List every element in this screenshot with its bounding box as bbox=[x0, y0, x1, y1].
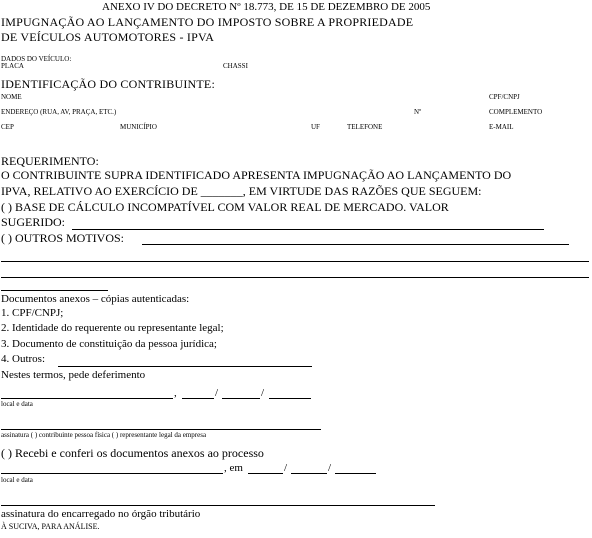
document-item-2: 2. Identidade do requerente ou representante legal; bbox=[1, 322, 224, 334]
receipt-day-line[interactable] bbox=[248, 473, 283, 474]
documents-heading: Documentos anexos – cópias autenticadas: bbox=[1, 293, 190, 305]
date-year-line[interactable] bbox=[269, 398, 311, 399]
placa-label: PLACA bbox=[1, 62, 24, 70]
request-line2: IPVA, RELATIVO AO EXERCÍCIO DE _______, EM VIRTUDE DAS RAZÕES QUE SEGUEM: bbox=[1, 184, 482, 198]
officer-signature-label: assinatura do encarregado no órgão tributário bbox=[1, 508, 201, 520]
document-item-4: 4. Outros: bbox=[1, 353, 45, 365]
cpf-cnpj-label: CPF/CNPJ bbox=[489, 93, 520, 101]
uf-label: UF bbox=[311, 123, 320, 131]
reason-line-3[interactable] bbox=[1, 290, 108, 291]
place-line[interactable] bbox=[1, 398, 173, 399]
form-title-line2: DE VEÍCULOS AUTOMOTORES - IPVA bbox=[1, 30, 215, 44]
receipt-local-date-label: local e data bbox=[1, 476, 33, 484]
taxpayer-signature-line[interactable] bbox=[1, 429, 321, 430]
receipt-slash-2: / bbox=[328, 462, 332, 474]
receipt-em: , em bbox=[224, 462, 243, 474]
form-title-line1: IMPUGNAÇÃO AO LANÇAMENTO DO IMPOSTO SOBRE A PROPRIEDADE bbox=[1, 15, 414, 29]
receipt-statement: ( ) Recebi e conferi os documentos anexos ao processo bbox=[1, 446, 264, 460]
receipt-month-line[interactable] bbox=[291, 473, 327, 474]
municipio-label: MUNICÍPIO bbox=[120, 123, 157, 131]
request-line1: O CONTRIBUINTE SUPRA IDENTIFICADO APRESENTA IMPUGNAÇÃO AO LANÇAMENTO DO bbox=[1, 168, 512, 182]
date-day-line[interactable] bbox=[182, 398, 214, 399]
receipt-place-line[interactable] bbox=[1, 473, 223, 474]
other-reasons-line[interactable] bbox=[142, 244, 569, 245]
officer-signature-line[interactable] bbox=[1, 505, 435, 506]
terms-text: Nestes termos, pede deferimento bbox=[1, 369, 146, 381]
complemento-label: COMPLEMENTO bbox=[489, 108, 543, 116]
document-item-3: 3. Documento de constituição da pessoa jurídica; bbox=[1, 338, 217, 350]
suggested-value-line[interactable] bbox=[72, 229, 544, 230]
option-market-value: ( ) BASE DE CÁLCULO INCOMPATÍVEL COM VALOR REAL DE MERCADO. VALOR bbox=[1, 200, 449, 214]
request-heading: REQUERIMENTO: bbox=[1, 154, 99, 168]
other-documents-line[interactable] bbox=[58, 366, 312, 367]
reason-line-2[interactable] bbox=[1, 277, 589, 278]
receipt-slash-1: / bbox=[284, 462, 288, 474]
date-comma: , bbox=[174, 387, 177, 399]
option-suggested-label: SUGERIDO: bbox=[1, 215, 66, 229]
local-date-label: local e data bbox=[1, 400, 33, 408]
vehicle-data-label: DADOS DO VEÍCULO: bbox=[1, 55, 72, 63]
telefone-label: TELEFONE bbox=[347, 123, 383, 131]
option-other-reasons: ( ) OUTROS MOTIVOS: bbox=[1, 231, 124, 245]
document-item-1: 1. CPF/CNPJ; bbox=[1, 307, 64, 319]
numero-label: Nº bbox=[414, 108, 422, 116]
cep-label: CEP bbox=[1, 123, 14, 131]
email-label: E-MAIL bbox=[489, 123, 514, 131]
reason-line-1[interactable] bbox=[1, 261, 589, 262]
date-month-line[interactable] bbox=[222, 398, 260, 399]
date-slash-2: / bbox=[261, 387, 265, 399]
receipt-year-line[interactable] bbox=[335, 473, 376, 474]
annex-title: ANEXO IV DO DECRETO Nº 18.773, DE 15 DE DEZEMBRO DE 2005 bbox=[102, 1, 431, 13]
taxpayer-heading: IDENTIFICAÇÃO DO CONTRIBUINTE: bbox=[1, 77, 215, 91]
nome-label: NOME bbox=[1, 93, 22, 101]
chassi-label: CHASSI bbox=[223, 62, 248, 70]
date-slash-1: / bbox=[215, 387, 219, 399]
taxpayer-signature-label: assinatura ( ) contribuinte pessoa física ( ) representante legal da empresa bbox=[1, 431, 207, 439]
forward-note: À SUCIVA, PARA ANÁLISE. bbox=[1, 522, 100, 531]
endereco-label: ENDEREÇO (RUA, AV, PRAÇA, ETC.) bbox=[1, 108, 117, 116]
